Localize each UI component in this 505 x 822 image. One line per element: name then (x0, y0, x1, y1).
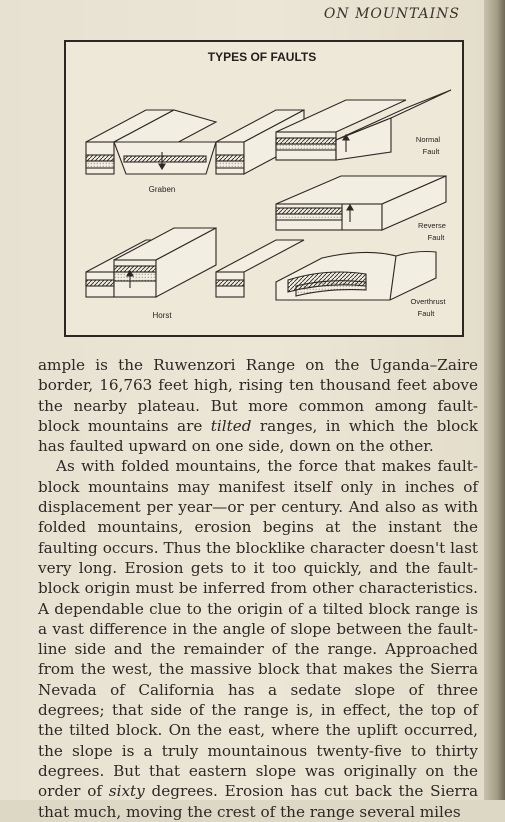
emphasis-tilted: tilted (210, 416, 252, 435)
overthrust-fault-block (276, 252, 436, 301)
running-head: ON MOUNTAINS (323, 6, 460, 22)
paragraph-1-line-2: 16,763 feet high, rising ten thousand feet above the nearby (38, 376, 479, 415)
label-normal-fault-1: Normal (415, 135, 441, 144)
label-reverse-fault-2: Fault (427, 233, 445, 242)
faults-figure (64, 40, 464, 337)
paragraph-1-rest: ranges, in which the block has faulted upward on one side, down on the other. (38, 416, 478, 456)
paragraph-1 (38, 355, 478, 456)
label-graben: Graben (148, 185, 176, 194)
label-horst: Horst (152, 311, 172, 320)
paragraph-2-text: As with folded mountains, the force that makes fault-block mountains may manifest itself only in inches of displacement per year—or per century. And also as with folded mountains, erosion begins at the instant the faulting occurs. Thus the blocklike character doesn't last very long. Erosion gets to it too quickly, and the fault-block origin must be inferred from other characteristics. A dependable clue to the origin of a tilted block range is a vast difference in the angle of slope between the fault-line side and the remainder of the range. Approached from the west, the massive block that makes the Sierra Nevada of California has a sedate slope of three degrees; that side of the range is, in effect, the top of the tilted block. On the east, where the uplift occurred, the slope is a truly mountainous twenty-five to thirty degrees. But that eastern slope was originally on the order of (38, 457, 478, 801)
label-reverse-fault-1: Reverse (418, 221, 446, 230)
paragraph-2-rest: degrees. Erosion has cut back the Sierra that much, moving the crest of the range several miles (38, 782, 479, 821)
label-normal-fault-2: Fault (422, 147, 440, 156)
emphasis-sixty: sixty (108, 782, 145, 801)
graben-block (86, 110, 304, 174)
paragraph-2 (38, 456, 478, 821)
paragraph-1-line-3: plateau. But more common among fault-block mountains are (38, 396, 478, 435)
body-text (38, 355, 478, 822)
figure-title: TYPES OF FAULTS (207, 50, 317, 64)
book-gutter (484, 0, 505, 800)
label-overthrust-fault-2: Fault (417, 309, 435, 318)
paragraph-1-line-1: ample is the Ruwenzori Range on the Uganda–Zaire border, (38, 356, 478, 395)
label-overthrust-fault-1: Overthrust (410, 297, 446, 306)
horst-block (86, 228, 304, 297)
faults-diagram (66, 42, 462, 335)
